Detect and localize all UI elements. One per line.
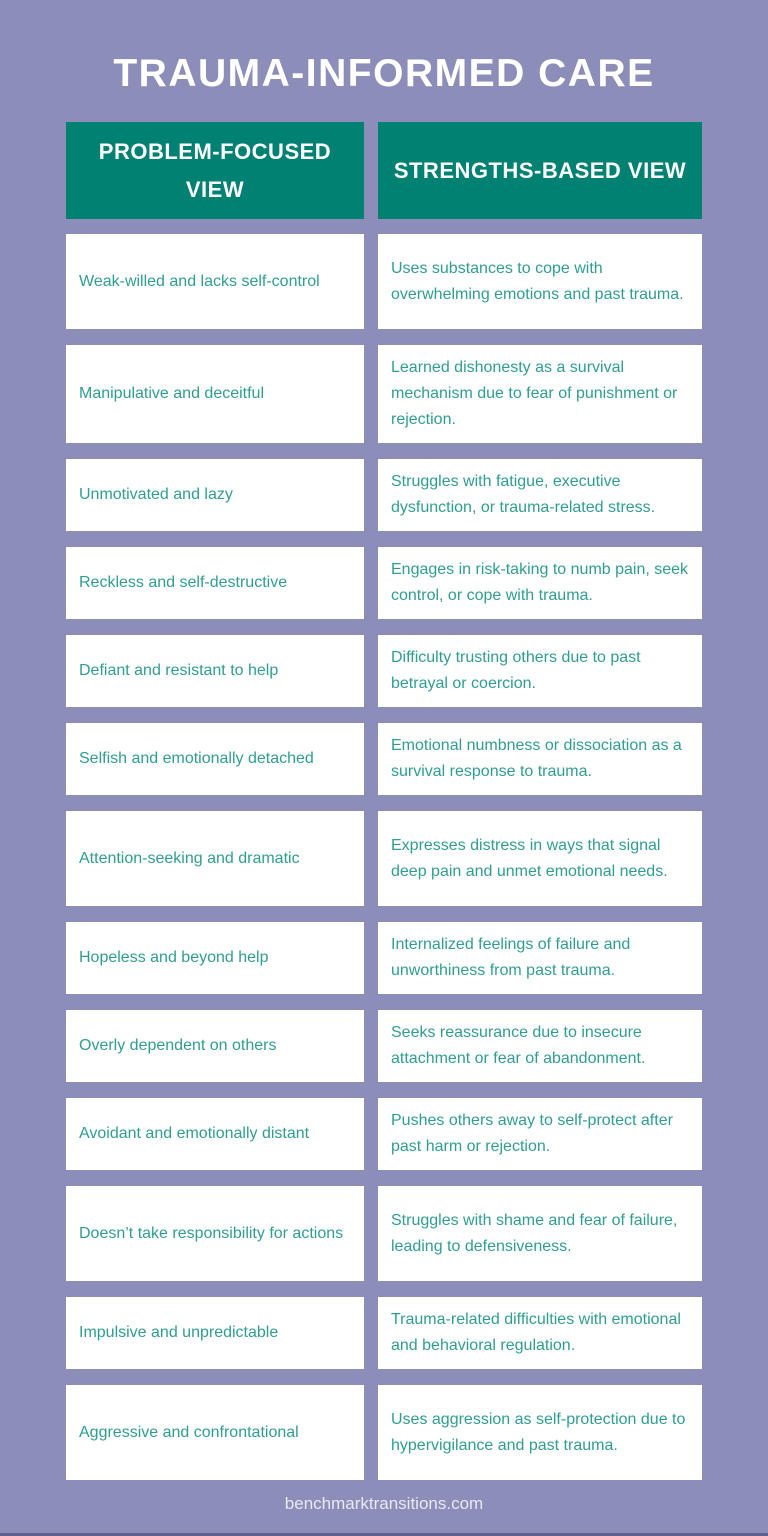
problem-view-cell: Reckless and self-destructive bbox=[66, 547, 364, 619]
table-row bbox=[66, 1010, 702, 1082]
strengths-view-cell: Uses aggression as self-protection due to hypervigilance and past trauma. bbox=[378, 1385, 702, 1480]
table-row bbox=[66, 922, 702, 994]
strengths-view-cell: Expresses distress in ways that signal deep pain and unmet emotional needs. bbox=[378, 811, 702, 906]
strengths-view-cell: Trauma-related difficulties with emotional and behavioral regulation. bbox=[378, 1297, 702, 1369]
problem-view-cell: Unmotivated and lazy bbox=[66, 459, 364, 531]
strengths-view-cell: Engages in risk-taking to numb pain, seek control, or cope with trauma. bbox=[378, 547, 702, 619]
strengths-view-cell: Struggles with fatigue, executive dysfunction, or trauma-related stress. bbox=[378, 459, 702, 531]
strengths-view-cell: Difficulty trusting others due to past betrayal or coercion. bbox=[378, 635, 702, 707]
footer-website-url: benchmarktransitions.com bbox=[284, 1494, 484, 1513]
table-row bbox=[66, 234, 702, 329]
strengths-view-cell: Seeks reassurance due to insecure attachment or fear of abandonment. bbox=[378, 1010, 702, 1082]
strengths-view-cell: Learned dishonesty as a survival mechanism due to fear of punishment or rejection. bbox=[378, 345, 702, 443]
problem-view-cell: Aggressive and confrontational bbox=[66, 1385, 364, 1480]
problem-view-cell: Doesn’t take responsibility for actions bbox=[66, 1186, 364, 1281]
problem-view-cell: Avoidant and emotionally distant bbox=[66, 1098, 364, 1170]
problem-view-cell: Overly dependent on others bbox=[66, 1010, 364, 1082]
strengths-view-cell: Pushes others away to self-protect after past harm or rejection. bbox=[378, 1098, 702, 1170]
table-row bbox=[66, 1186, 702, 1281]
problem-view-cell: Impulsive and unpredictable bbox=[66, 1297, 364, 1369]
table-row bbox=[66, 1385, 702, 1480]
strengths-based-header: STRENGTHS-BASED VIEW bbox=[378, 122, 702, 219]
table-body bbox=[66, 234, 702, 1480]
problem-view-cell: Attention-seeking and dramatic bbox=[66, 811, 364, 906]
table-row bbox=[66, 459, 702, 531]
table-row bbox=[66, 723, 702, 795]
table-row bbox=[66, 635, 702, 707]
problem-view-cell: Manipulative and deceitful bbox=[66, 345, 364, 443]
problem-view-cell: Defiant and resistant to help bbox=[66, 635, 364, 707]
problem-focused-header: PROBLEM-FOCUSED VIEW bbox=[66, 122, 364, 219]
strengths-view-cell: Struggles with shame and fear of failure, leading to defensiveness. bbox=[378, 1186, 702, 1281]
table-row bbox=[66, 345, 702, 443]
strengths-view-cell: Internalized feelings of failure and unworthiness from past trauma. bbox=[378, 922, 702, 994]
table-header-row bbox=[66, 122, 702, 219]
problem-view-cell: Weak-willed and lacks self-control bbox=[66, 234, 364, 329]
table-row bbox=[66, 547, 702, 619]
comparison-table bbox=[66, 122, 702, 1480]
strengths-view-cell: Uses substances to cope with overwhelming emotions and past trauma. bbox=[378, 234, 702, 329]
table-row bbox=[66, 1098, 702, 1170]
table-row bbox=[66, 1297, 702, 1369]
strengths-view-cell: Emotional numbness or dissociation as a survival response to trauma. bbox=[378, 723, 702, 795]
problem-view-cell: Hopeless and beyond help bbox=[66, 922, 364, 994]
page-title: TRAUMA-INFORMED CARE bbox=[113, 52, 655, 95]
problem-view-cell: Selfish and emotionally detached bbox=[66, 723, 364, 795]
table-row bbox=[66, 811, 702, 906]
